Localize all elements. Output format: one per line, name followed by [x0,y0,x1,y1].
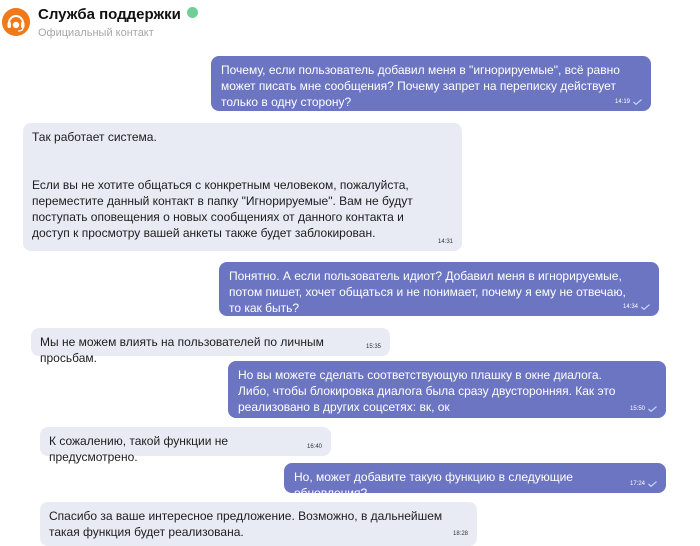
chat-header [0,0,700,50]
message-meta [615,98,642,106]
message-text: Но вы можете сделать соответствующую плашку в окне диалога. Либо, чтобы блокировка диалога была сразу двусторонняя. Как это реализовано в других соцсетях: вк, ок [238,368,619,414]
message-text: Почему, если пользователь добавил меня в "игнорируемые", всё равно может писать мне сообщения? Почему запрет на переписку действует только в одну сторону? [221,63,624,109]
message-time: 15:35 [365,344,381,350]
message-meta [630,405,657,413]
message-meta [307,443,322,451]
message-outgoing[interactable] [219,262,659,316]
headset-icon [2,8,30,36]
read-check-icon [641,304,650,310]
message-incoming[interactable] [40,427,331,464]
message-time: 16:40 [306,444,322,450]
message-meta [630,480,657,488]
contact-subtitle: Официальный контакт [38,27,154,39]
message-outgoing[interactable] [228,361,666,418]
message-outgoing[interactable] [284,463,666,500]
message-time: 14:31 [437,239,453,245]
message-meta [453,530,468,538]
message-incoming[interactable] [31,328,390,365]
read-check-icon [633,99,642,105]
read-check-icon [648,481,657,487]
message-meta [438,238,453,246]
message-time: 14:34 [622,304,638,310]
message-meta [623,303,650,311]
contact-title[interactable] [38,6,198,23]
message-time: 15:50 [629,406,645,412]
message-time: 17:24 [629,481,645,487]
online-status-icon [187,7,198,18]
contact-name: Служба поддержки [38,6,181,23]
message-text: Но, может добавите такую функцию в следующие обновления? [294,470,577,500]
message-text: Понятно. А если пользователь идиот? Добавил меня в игнорируемые, потом пишет, хочет общаться и не понимает, почему я ему не отвечаю, то как быть? [229,269,630,315]
message-outgoing[interactable] [211,56,651,111]
message-incoming[interactable] [40,502,477,546]
message-text: Мы не можем влиять на пользователей по личным просьбам. [40,335,328,365]
message-incoming[interactable] [23,123,462,251]
message-time: 18:28 [452,531,468,537]
read-check-icon [648,406,657,412]
message-text: Так работает система. Если вы не хотите общаться с конкретным человеком, пожалуйста, переместите данный контакт в папку "Игнорируемые". Вам не будут поступать оповещения о новых сообщениях от данного контакта и доступ к просмотру вашей анкеты также будет заблокирован. [32,130,413,240]
message-meta [366,343,381,351]
message-time: 14:19 [614,99,630,105]
avatar[interactable] [2,8,30,36]
message-text: Спасибо за ваше интересное предложение. Возможно, в дальнейшем такая функция будет реализована. [49,509,446,539]
message-text: К сожалению, такой функции не предусмотрено. [49,434,232,464]
